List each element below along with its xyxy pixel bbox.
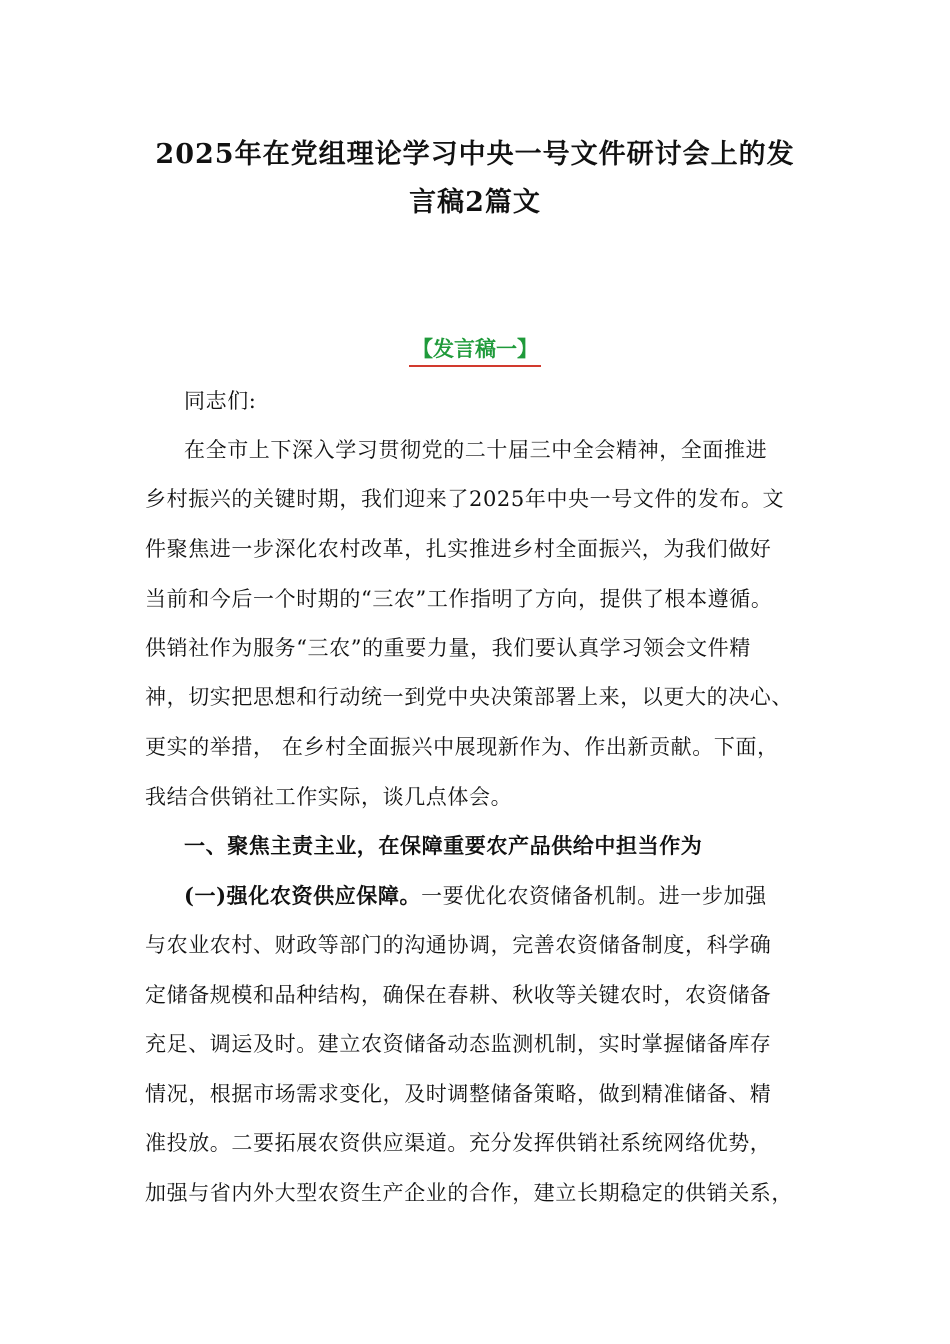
paragraph-line: 我结合供销社工作实际，谈几点体会。	[145, 785, 513, 809]
paragraph-line: 定储备规模和品种结构，确保在春耕、秋收等关键农时，农资储备	[145, 983, 772, 1007]
subheading-paragraph	[184, 880, 874, 912]
paragraph-line: 件聚焦进一步深化农村改革，扎实推进乡村全面振兴，为我们做好	[145, 537, 772, 561]
subheading-1: (一)强化农资供应保障。	[184, 883, 422, 908]
heading-1: 一、聚焦主责主业，在保障重要农产品供给中担当作为	[184, 833, 703, 858]
paragraph-line: 神，切实把思想和行动统一到党中央决策部署上来，以更大的决心、	[145, 685, 793, 709]
document-title-line-1: 2025年在党组理论学习中央一号文件研讨会上的发	[155, 139, 795, 170]
greeting: 同志们:	[184, 389, 257, 413]
section-heading	[0, 333, 950, 367]
paragraph-line: 更实的举措， 在乡村全面振兴中展现新作为、作出新贡献。下面，	[145, 735, 779, 759]
paragraph-line: 与农业农村、财政等部门的沟通协调，完善农资储备制度，科学确	[145, 933, 772, 957]
paragraph-line: 加强与省内外大型农资生产企业的合作，建立长期稳定的供销关系，	[145, 1181, 793, 1205]
paragraph-line: 当前和今后一个时期的“三农”工作指明了方向，提供了根本遵循。	[145, 587, 773, 611]
section-heading-text: 【发言稿一】	[409, 333, 541, 367]
paragraph-line: 充足、调运及时。建立农资储备动态监测机制，实时掌握储备库存	[145, 1032, 772, 1056]
document-title-line-2: 言稿2篇文	[409, 187, 541, 218]
paragraph-line: 供销社作为服务“三农”的重要力量，我们要认真学习领会文件精	[145, 636, 751, 660]
paragraph-line: 准投放。二要拓展农资供应渠道。充分发挥供销社系统网络优势，	[145, 1131, 772, 1155]
subheading-1-text: 一要优化农资储备机制。进一步加强	[421, 884, 767, 908]
paragraph-line: 在全市上下深入学习贯彻党的二十届三中全会精神，全面推进	[184, 438, 768, 462]
paragraph-line: 情况，根据市场需求变化，及时调整储备策略，做到精准储备、精	[145, 1082, 772, 1106]
paragraph-line: 乡村振兴的关键时期，我们迎来了2025年中央一号文件的发布。文	[145, 487, 785, 511]
